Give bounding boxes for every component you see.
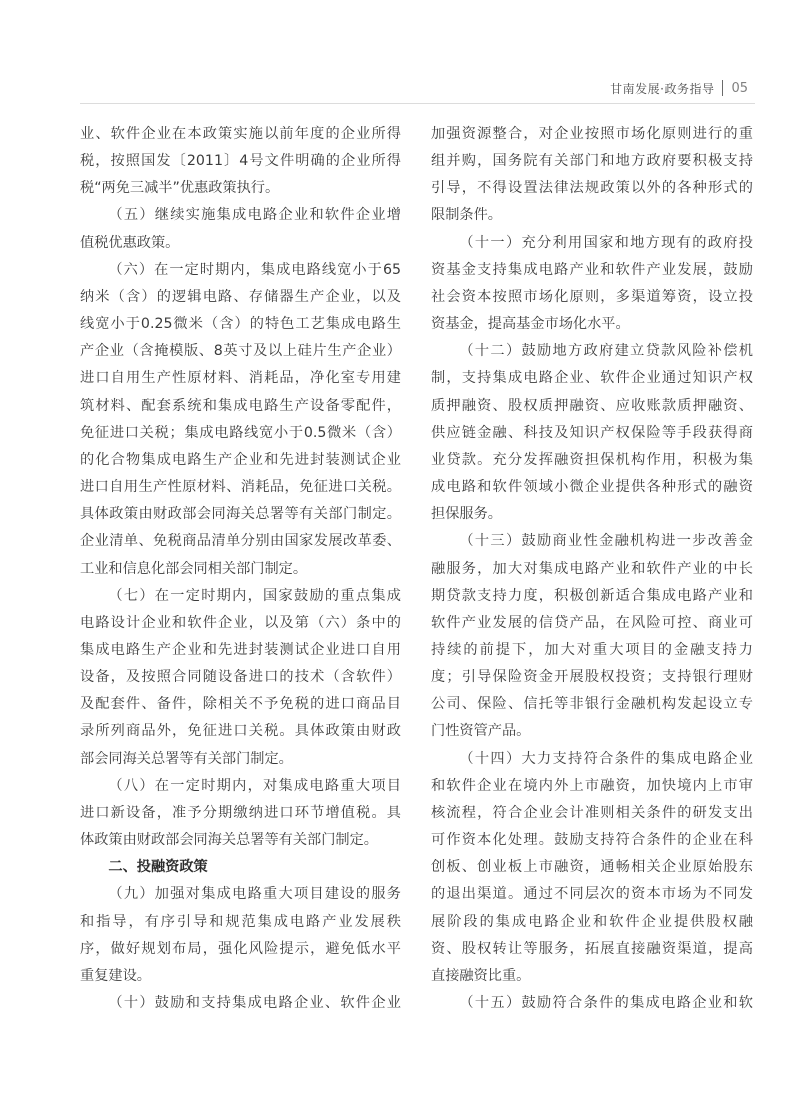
- text-line: 二、投融资政策: [108, 859, 208, 876]
- paragraph: [431, 990, 753, 1017]
- text-line: （十一）充分利用国家和地方现有的政府投: [459, 234, 753, 251]
- text-line: 的退出渠道。通过不同层次的资本市场为不同发: [431, 886, 753, 903]
- paragraph: [80, 121, 401, 202]
- running-header: [610, 79, 748, 97]
- paragraph: [431, 528, 753, 745]
- text-line: 和软件企业在境内外上市融资，加快境内上市审: [431, 777, 753, 794]
- text-line: 度；引导保险资金开展股权投资；支持银行理财: [431, 669, 753, 686]
- paragraph: [80, 990, 401, 1017]
- text-line: （十五）鼓励符合条件的集成电路企业和软: [459, 995, 753, 1011]
- text-line: 引导，不得设置法律法规政策以外的各种形式的: [431, 180, 753, 197]
- text-line: 纳米（含）的逻辑电路、存储器生产企业，以及: [80, 288, 401, 305]
- left-text-column: [80, 121, 401, 1017]
- text-line: 的化合物集成电路生产企业和先进封装测试企业: [80, 451, 401, 468]
- page-number: 05: [731, 80, 748, 96]
- text-line: 软件产业发展的信贷产品，在风险可控、商业可: [431, 614, 753, 631]
- text-line: （十二）鼓励地方政府建立贷款风险补偿机: [459, 343, 753, 360]
- text-line: 门性资管产品。: [431, 723, 531, 740]
- text-line: 及配套件、备件，除相关不予免税的进口商品目: [80, 696, 401, 713]
- paragraph: [80, 773, 401, 854]
- text-line: 公司、保险、信托等非银行金融机构发起设立专: [431, 696, 753, 713]
- text-line: 进口自用生产性原材料、消耗品，净化室专用建: [80, 370, 401, 387]
- text-line: 持续的前提下，加大对重大项目的金融支持力: [431, 641, 753, 658]
- text-line: 资、股权转让等服务，拓展直接融资渠道，提高: [431, 940, 753, 957]
- text-line: 线宽小于0.25微米（含）的特色工艺集成电路生: [80, 316, 401, 333]
- text-line: 税，按照国发〔2011〕4号文件明确的企业所得: [80, 153, 401, 170]
- header-divider: [722, 80, 723, 96]
- paragraph: [80, 881, 401, 990]
- text-line: 电路设计企业和软件企业，以及第（六）条中的: [80, 614, 401, 631]
- text-line: （九）加强对集成电路重大项目建设的服务: [108, 886, 401, 903]
- text-line: 部会同海关总署等有关部门制定。: [80, 750, 293, 767]
- paragraph: [431, 338, 753, 528]
- text-line: （六）在一定时期内，集成电路线宽小于65: [108, 261, 401, 278]
- text-line: 展阶段的集成电路企业和软件企业提供股权融: [431, 913, 753, 930]
- text-line: 担保服务。: [431, 506, 502, 523]
- paragraph: [80, 257, 401, 583]
- text-line: 具体政策由财政部会同海关总署等有关部门制定。: [80, 506, 401, 523]
- paragraph: [80, 202, 401, 256]
- text-line: （七）在一定时期内，国家鼓励的重点集成: [108, 587, 401, 604]
- text-line: 期贷款支持力度，积极创新适合集成电路产业和: [431, 587, 753, 604]
- paragraph: [80, 583, 401, 773]
- text-line: 集成电路生产企业和先进封装测试企业进口自用: [80, 641, 401, 658]
- text-line: 直接融资比重。: [431, 967, 531, 984]
- paragraph: [431, 121, 753, 230]
- text-line: 业、软件企业在本政策实施以前年度的企业所得: [80, 126, 401, 142]
- text-line: 加强资源整合，对企业按照市场化原则进行的重: [431, 126, 753, 142]
- text-line: 质押融资、股权质押融资、应收账款质押融资、: [431, 397, 753, 414]
- text-line: 制，支持集成电路企业、软件企业通过知识产权: [431, 370, 753, 387]
- text-line: 成电路和软件领域小微企业提供各种形式的融资: [431, 479, 753, 496]
- text-line: 产企业（含掩模版、8英寸及以上硅片生产企业）: [80, 343, 401, 360]
- text-line: 组并购，国务院有关部门和地方政府要积极支持: [431, 153, 753, 170]
- text-line: 工业和信息化部会同相关部门制定。: [80, 560, 308, 577]
- header-rule: [80, 103, 755, 104]
- text-line: 可作资本化处理。鼓励支持符合条件的企业在科: [431, 832, 753, 849]
- text-line: 资基金支持集成电路产业和软件产业发展，鼓励: [431, 261, 753, 278]
- text-line: 序，做好规划布局，强化风险提示，避免低水平: [80, 940, 401, 957]
- text-line: 进口新设备，准予分期缴纳进口环节增值税。具: [80, 804, 401, 821]
- text-line: 进口自用生产性原材料、消耗品，免征进口关税。: [80, 479, 401, 496]
- text-line: 录所列商品外，免征进口关税。具体政策由财政: [80, 723, 401, 740]
- text-line: 融服务，加大对集成电路产业和软件产业的中长: [431, 560, 753, 577]
- text-line: 社会资本按照市场化原则，多渠道筹资，设立投: [431, 288, 753, 305]
- text-line: 设备，及按照合同随设备进口的技术（含软件）: [80, 669, 401, 686]
- text-line: （五）继续实施集成电路企业和软件企业增: [108, 207, 401, 224]
- text-line: 业贷款。充分发挥融资担保机构作用，积极为集: [431, 451, 753, 468]
- text-line: 资基金，提高基金市场化水平。: [431, 316, 630, 333]
- text-line: 重复建设。: [80, 967, 151, 984]
- text-line: （八）在一定时期内，对集成电路重大项目: [108, 777, 401, 794]
- text-line: （十三）鼓励商业性金融机构进一步改善金: [459, 533, 753, 550]
- paragraph: [431, 746, 753, 990]
- text-line: 免征进口关税；集成电路线宽小于0.5微米（含）: [80, 424, 401, 441]
- paragraph: [431, 230, 753, 339]
- text-line: 筑材料、配套系统和集成电路生产设备零配件，: [80, 397, 401, 414]
- text-line: 值税优惠政策。: [80, 234, 180, 251]
- section-title: 甘南发展·政务指导: [610, 81, 715, 96]
- text-line: （十四）大力支持符合条件的集成电路企业: [459, 750, 753, 767]
- section-heading: [80, 854, 401, 881]
- right-text-column: [431, 121, 753, 1017]
- text-line: 税“两免三减半”优惠政策执行。: [80, 180, 280, 197]
- text-line: 体政策由财政部会同海关总署等有关部门制定。: [80, 832, 378, 849]
- text-line: 限制条件。: [431, 207, 502, 224]
- text-line: 创板、创业板上市融资，通畅相关企业原始股东: [431, 859, 753, 876]
- text-line: （十）鼓励和支持集成电路企业、软件企业: [108, 995, 401, 1011]
- text-line: 和指导，有序引导和规范集成电路产业发展秩: [80, 913, 401, 930]
- text-line: 核流程，符合企业会计准则相关条件的研发支出: [431, 804, 753, 821]
- text-line: 企业清单、免税商品清单分别由国家发展改革委、: [80, 533, 401, 550]
- text-line: 供应链金融、科技及知识产权保险等手段获得商: [431, 424, 753, 441]
